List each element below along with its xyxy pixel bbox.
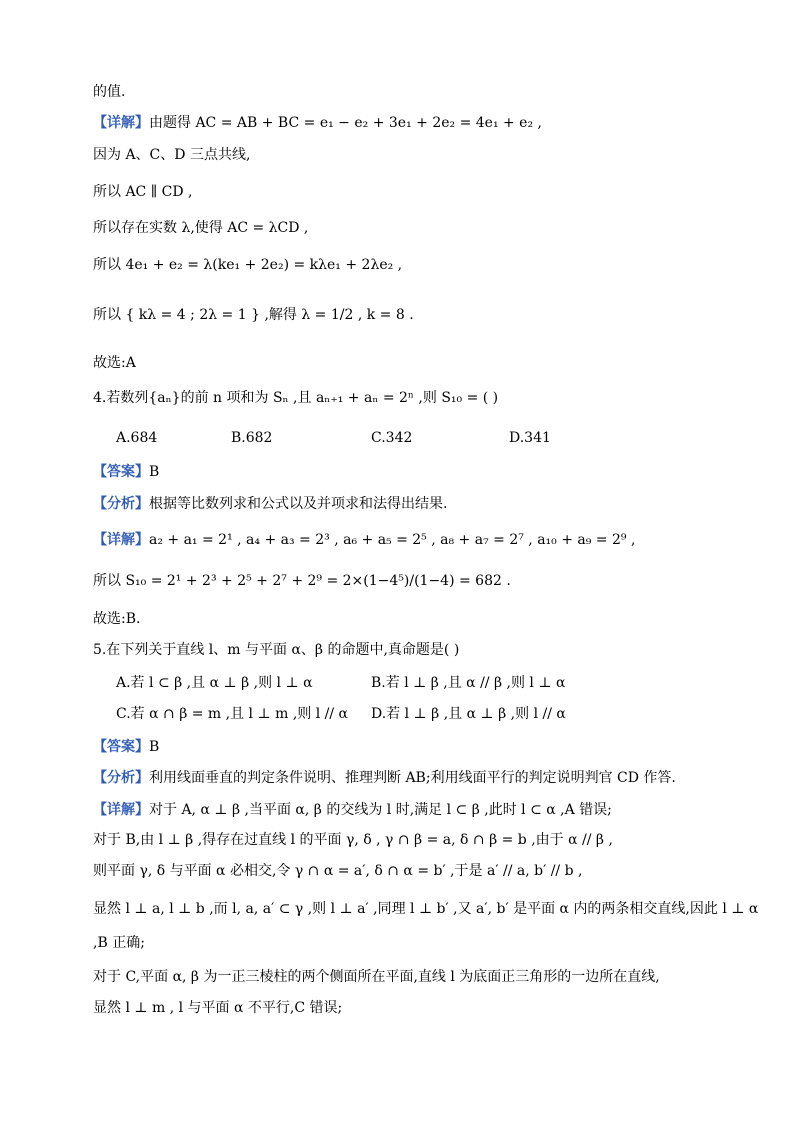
question-4: 4.若数列{aₙ}的前 n 项和为 Sₙ ,且 aₙ₊₁ + aₙ = 2ⁿ ,则 S₁₀ = ( ): [93, 390, 499, 406]
solution-line: [93, 530, 635, 550]
analysis-text: 利用线面垂直的判定条件说明、推理判断 AB;利用线面平行的判定说明判官 CD 作答.: [149, 770, 676, 786]
text-line: 所以 4e₁ + e₂ = λ(ke₁ + 2e₂) = kλe₁ + 2λe₂ ,: [93, 257, 403, 273]
answer-tag: 【答案】: [93, 464, 149, 480]
analysis-tag: 【分析】: [93, 496, 149, 512]
q5-option-c: C.若 α ∩ β = m ,且 l ⊥ m ,则 l // α: [116, 706, 348, 722]
answer-text: B: [149, 464, 160, 480]
text-line: ,B 正确;: [93, 935, 145, 951]
text-line: 显然 l ⊥ m , l 与平面 α 不平行,C 错误;: [93, 1000, 343, 1016]
q4-option-b: B.682: [231, 430, 273, 446]
text-line: 故选:B.: [93, 611, 141, 627]
q5-option-d: D.若 l ⊥ β ,且 α ⊥ β ,则 l // α: [371, 706, 566, 722]
text-line: 所以存在实数 λ,使得 AC = λCD ,: [93, 220, 309, 236]
answer-line: [93, 462, 159, 482]
analysis-tag: 【分析】: [93, 770, 149, 786]
text-line: 则平面 γ, δ 与平面 α 必相交,令 γ ∩ α = a′, δ ∩ α = b′ ,于是 a′ // a, b′ // b ,: [93, 863, 583, 879]
solution-tag: 【详解】: [93, 532, 149, 548]
answer-text: B: [149, 739, 160, 755]
text-line: 显然 l ⊥ a, l ⊥ b ,而 l, a, a′ ⊂ γ ,则 l ⊥ a′ ,同理 l ⊥ b′ ,又 a′, b′ 是平面 α 内的两条相交直线,因此 l ⊥ α: [93, 901, 759, 917]
q4-option-c: C.342: [371, 430, 413, 446]
text-line: 所以 S₁₀ = 2¹ + 2³ + 2⁵ + 2⁷ + 2⁹ = 2×(1−4⁵)/(1−4) = 682 .: [93, 573, 511, 589]
solution-text: 对于 A, α ⊥ β ,当平面 α, β 的交线为 l 时,满足 l ⊂ β ,此时 l ⊂ α ,A 错误;: [149, 802, 612, 818]
answer-line: [93, 737, 159, 757]
text-line: 所以 AC ∥ CD ,: [93, 184, 193, 200]
q5-option-a: A.若 l ⊂ β ,且 α ⊥ β ,则 l ⊥ α: [116, 675, 313, 691]
solution-text: 由题得 AC = AB + BC = e₁ − e₂ + 3e₁ + 2e₂ = 4e₁ + e₂ ,: [149, 115, 542, 131]
solution-line: [93, 800, 612, 820]
text-line: 所以 { kλ = 4 ; 2λ = 1 } ,解得 λ = 1/2 , k = 8 .: [93, 307, 414, 323]
text-line: 因为 A、C、D 三点共线,: [93, 147, 251, 163]
q4-option-d: D.341: [509, 430, 551, 446]
solution-tag: 【详解】: [93, 115, 149, 131]
analysis-line: [93, 768, 676, 788]
text-line: 对于 B,由 l ⊥ β ,得存在过直线 l 的平面 γ, δ , γ ∩ β = a, δ ∩ β = b ,由于 α // β ,: [93, 832, 613, 848]
text-line: 对于 C,平面 α, β 为一正三棱柱的两个侧面所在平面,直线 l 为底面正三角形的一边所在直线,: [93, 969, 660, 985]
text-line: 故选:A: [93, 355, 136, 371]
text-line: 的值.: [93, 84, 126, 100]
solution-text: a₂ + a₁ = 2¹ , a₄ + a₃ = 2³ , a₆ + a₅ = 2⁵ , a₈ + a₇ = 2⁷ , a₁₀ + a₉ = 2⁹ ,: [149, 532, 636, 548]
answer-tag: 【答案】: [93, 739, 149, 755]
solution-tag: 【详解】: [93, 802, 149, 818]
solution-line: [93, 113, 542, 133]
question-5: 5.在下列关于直线 l、m 与平面 α、β 的命题中,真命题是( ): [93, 642, 460, 658]
analysis-line: [93, 494, 447, 514]
analysis-text: 根据等比数列求和公式以及并项求和法得出结果.: [149, 496, 448, 512]
q4-option-a: A.684: [116, 430, 158, 446]
q5-option-b: B.若 l ⊥ β ,且 α // β ,则 l ⊥ α: [371, 675, 566, 691]
